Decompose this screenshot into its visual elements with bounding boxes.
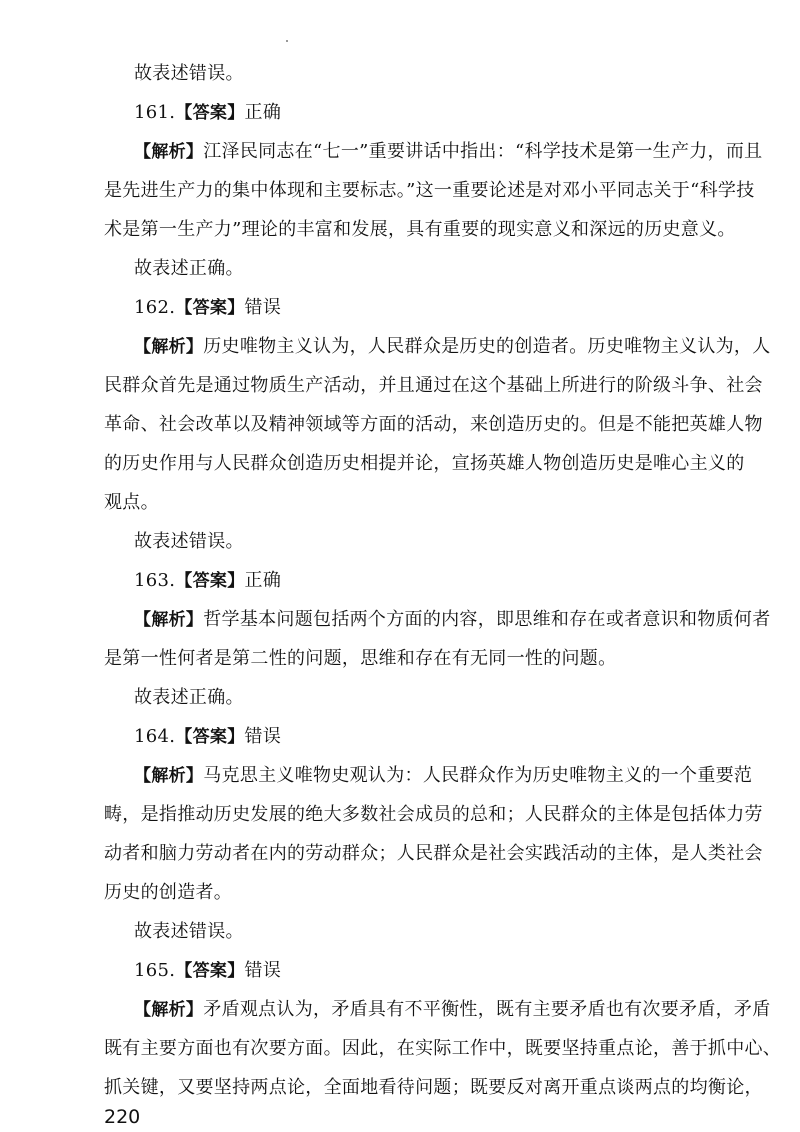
question-163-header [134,569,744,593]
answer-value: 错误 [244,960,282,981]
analysis-165-line-1: 【解析】矛盾观点认为，矛盾具有不平衡性，既有主要矛盾也有次要矛盾，矛盾 [134,999,771,1020]
question-161-header [134,101,744,125]
analysis-162-line-5: 观点。 [104,492,159,513]
analysis-164-line-3: 动者和脑力劳动者在内的劳动群众；人民群众是社会实践活动的主体，是人类社会 [104,843,763,864]
analysis-161-line-2: 是先进生产力的集中体现和主要标志。”这一重要论述是对邓小平同志关于“科学技 [104,180,755,201]
conclusion-161: 故表述正确。 [134,258,244,279]
answer-value: 正确 [244,570,282,591]
answer-label: 【答案】 [175,727,245,747]
conclusion-160: 故表述错误。 [134,63,244,84]
analysis-163-line-2: 是第一性何者是第二性的问题，思维和存在有无同一性的问题。 [104,648,617,669]
page-number: 220 [104,1106,141,1128]
conclusion-162: 故表述错误。 [134,531,244,552]
conclusion-164: 故表述错误。 [134,921,244,942]
answer-value: 错误 [244,297,282,318]
question-number: 161. [134,102,176,123]
question-162-header [134,296,744,320]
analysis-165-line-2: 既有主要方面也有次要方面。因此，在实际工作中，既要坚持重点论，善于抓中心、 [104,1038,782,1059]
question-number: 165. [134,960,176,981]
analysis-163-line-1: 【解析】哲学基本问题包括两个方面的内容，即思维和存在或者意识和物质何者 [134,609,771,630]
analysis-161-line-1: 【解析】江泽民同志在“七一”重要讲话中指出：“科学技术是第一生产力，而且 [134,141,763,162]
analysis-label: 【解析】 [134,610,204,630]
analysis-165-line-3: 抓关键，又要坚持两点论，全面地看待问题；既要反对离开重点谈两点的均衡论， [104,1077,763,1098]
analysis-label: 【解析】 [134,337,204,357]
answer-label: 【答案】 [175,961,245,981]
answer-label: 【答案】 [175,298,245,318]
question-165-header [134,959,744,983]
scan-speck [286,40,288,42]
analysis-label: 【解析】 [134,1000,204,1020]
analysis-162-line-4: 的历史作用与人民群众创造历史相提并论，宣扬英雄人物创造历史是唯心主义的 [104,453,745,474]
answer-label: 【答案】 [175,103,245,123]
analysis-162-line-2: 民群众首先是通过物质生产活动，并且通过在这个基础上所进行的阶级斗争、社会 [104,375,763,396]
conclusion-163: 故表述正确。 [134,687,244,708]
analysis-label: 【解析】 [134,766,204,786]
analysis-161-line-3: 术是第一生产力”理论的丰富和发展，具有重要的现实意义和深远的历史意义。 [104,219,736,240]
answer-value: 错误 [244,726,282,747]
analysis-164-line-4: 历史的创造者。 [104,882,233,903]
question-number: 162. [134,297,176,318]
answer-value: 正确 [244,102,282,123]
analysis-162-line-3: 革命、社会改革以及精神领域等方面的活动，来创造历史的。但是不能把英雄人物 [104,414,763,435]
analysis-label: 【解析】 [134,142,204,162]
answer-label: 【答案】 [175,571,245,591]
question-number: 164. [134,726,176,747]
question-164-header [134,725,744,749]
question-number: 163. [134,570,176,591]
analysis-164-line-1: 【解析】马克思主义唯物史观认为：人民群众作为历史唯物主义的一个重要范 [134,765,753,786]
analysis-162-line-1: 【解析】历史唯物主义认为，人民群众是历史的创造者。历史唯物主义认为，人 [134,336,771,357]
analysis-164-line-2: 畴，是指推动历史发展的绝大多数社会成员的总和；人民群众的主体是包括体力劳 [104,804,763,825]
